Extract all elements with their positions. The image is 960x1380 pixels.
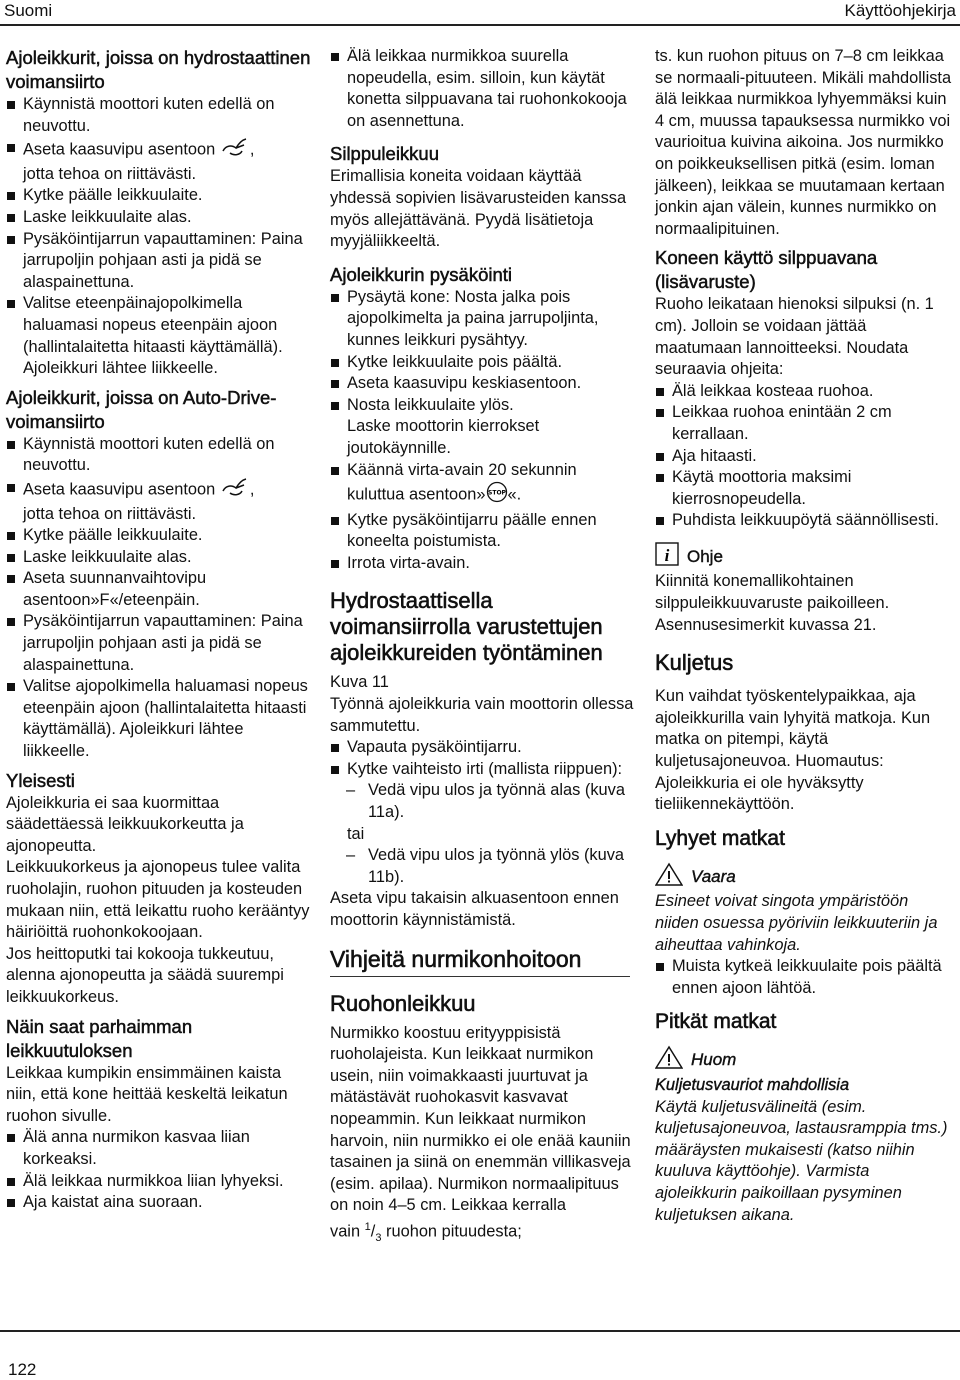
list-item: Kytke vaihteisto irti (mallista riippuen): <box>330 759 635 781</box>
column-1 <box>6 46 311 1214</box>
warning-triangle-icon <box>655 1045 683 1075</box>
list-item: Kytke pysäköintijarru päälle ennen koneelta poistumista. <box>330 510 635 553</box>
general-paragraph: Leikkuukorkeus ja ajonopeus tulee valita ruoholajin, ruohon pituuden ja kosteuden mukaan niin, että leikattu ruoho kerääntyy häiriöittä ruohonkokoojaan. <box>6 858 310 942</box>
caution-subtitle: Kuljetusvauriot mahdollisia <box>655 1075 850 1094</box>
list-item: Puhdista leikkuupöytä säännöllisesti. <box>655 510 955 532</box>
bullet-icon <box>7 683 15 691</box>
header-rule <box>0 24 960 26</box>
note-paragraph: Kiinnitä konemallikohtainen silppuleikkuuvaruste paikoilleen. Asennusesimerkit kuvassa 21. <box>655 572 890 634</box>
list-item: Käännä virta-avain 20 sekunnin kuluttua asentoon» STOP «. <box>330 460 635 510</box>
section-title-hydrostatic: Ajoleikkurit, joissa on hydrostaattinen voimansiirto <box>6 47 311 92</box>
speed-warning-list <box>330 46 635 132</box>
bullet-icon <box>7 236 15 244</box>
section-title-long-distances: Pitkät matkat <box>655 1010 777 1034</box>
mulch-use-paragraph: Ruoho leikataan hienoksi silpuksi (n. 1 cm). Jolloin se voidaan jättää maatumaan lannoitteeksi. Noudata seuraavia ohjeita: <box>655 295 934 379</box>
rabbit-fast-icon <box>220 477 250 504</box>
bullet-icon <box>7 144 15 152</box>
list-item: Aseta kaasuvipu keskiasentoon. <box>330 373 635 395</box>
bullet-icon <box>7 101 15 109</box>
stop-icon <box>486 481 508 510</box>
list-item: Käytä moottoria maksimi kierrosnopeudella. <box>655 467 955 510</box>
section-title-auto-drive: Ajoleikkurit, joissa on Auto-Drive-voimansiirto <box>6 386 277 432</box>
bullet-icon <box>7 575 15 583</box>
or-label: tai <box>347 824 365 843</box>
general-paragraph: Jos heittoputki tai kokooja tukkeutuu, alenna ajonopeutta ja säädä suurempi leikkuukorkeus. <box>6 944 284 1006</box>
section-title-mulching: Silppuleikkuu <box>330 143 440 165</box>
page-number: 122 <box>8 1360 37 1379</box>
list-item: Kytke leikkuulaite pois päältä. <box>330 352 635 374</box>
list-item: Valitse ajopolkimella haluamasi nopeus eteenpäin ajoon (hallintalaitetta hitaasti käyttämällä). Ajoleikkuri lähtee liikkeelle. <box>6 676 311 762</box>
bullet-icon <box>7 554 15 562</box>
bullet-icon <box>7 214 15 222</box>
short-distance-list <box>655 956 955 999</box>
bullet-icon <box>7 192 15 200</box>
list-item: Kytke päälle leikkuulaite. <box>6 185 311 207</box>
bullet-icon <box>331 294 339 302</box>
hydrostatic-steps <box>6 94 311 380</box>
section-title-short-distances: Lyhyet matkat <box>655 826 785 850</box>
list-item: Pysäytä kone: Nosta jalka pois ajopolkimelta ja paina jarrupoljinta, kunnes leikkuri pysähtyy. <box>330 287 635 352</box>
bullet-icon <box>331 380 339 388</box>
bullet-icon <box>331 359 339 367</box>
pushing-paragraph-2: Aseta vipu takaisin alkuasentoon ennen moottorin käynnistämistä. <box>330 889 619 929</box>
list-item: Käynnistä moottori kuten edellä on neuvottu. <box>6 94 311 137</box>
header-manual-title: Käyttöohjekirja <box>844 1 956 20</box>
bullet-icon <box>656 388 664 396</box>
bullet-icon <box>331 517 339 525</box>
list-item: Aja kaistat aina suoraan. <box>6 1192 311 1214</box>
danger-paragraph: Esineet voivat singota ympäristöön niiden osuessa pyöriviin leikkuuteriin ja aiheuttaa vahinkoja. <box>655 892 938 954</box>
bullet-icon <box>331 402 339 410</box>
dash-item: – Vedä vipu ulos ja työnnä alas (kuva 11a). <box>346 781 625 822</box>
bullet-icon <box>7 1134 15 1142</box>
list-item: Laske leikkuulaite alas. <box>6 207 311 229</box>
list-item: Irrota virta-avain. <box>330 553 635 575</box>
list-item: Valitse eteenpäinajopolkimella haluamasi nopeus eteenpäin ajoon (hallintalaitetta hitaasti käyttämällä). Ajoleikkuri lähtee liikkeelle. <box>6 293 311 379</box>
list-item: Leikkaa ruohoa enintään 2 cm kerrallaan. <box>655 402 955 445</box>
svg-text:STOP: STOP <box>487 489 506 497</box>
bullet-icon <box>656 453 664 461</box>
list-item: Aseta kaasuvipu asentoon , jotta tehoa on riittävästi. <box>6 137 311 185</box>
mulching-paragraph: Erimallisia koneita voidaan käyttää yhdessä sopivien lisävarusteiden kanssa myös allejättävänä. Pyydä lisätietoja myyjäliikkeeltä. <box>330 167 627 251</box>
auto-drive-steps <box>6 434 311 763</box>
list-item: Älä leikkaa nurmikkoa suurella nopeudella, esim. silloin, kun käytät konetta silppuavana tai ruohonkokooja on asennettuna. <box>330 46 635 132</box>
bullet-icon <box>656 963 664 971</box>
list-item: Nosta leikkuulaite ylös. <box>330 395 635 417</box>
bullet-icon <box>331 560 339 568</box>
mowing-paragraph-continued: ts. kun ruohon pituus on 7–8 cm leikkaa se normaali-pituuteen. Mikäli mahdollista älä leikkaa nurmikkoa lyhyemmäksi kuin 4 cm, muussa tapauksessa nurmikko voi vaurioitua kuivina aikoina. Jos nurmikko on poikkeuksellisen pitkä (esim. loman jälkeen), leikkaa se muutamaan kertaan jonkin ajan välein, kunnes nurmikko on normaalipituinen. <box>655 47 952 238</box>
mulch-use-list <box>655 381 955 532</box>
bullet-icon <box>331 766 339 774</box>
list-item: Älä anna nurmikon kasvaa liian korkeaksi. <box>6 1127 311 1170</box>
danger-header: Vaara <box>655 862 955 892</box>
bullet-icon <box>7 532 15 540</box>
column-3 <box>655 46 955 1226</box>
list-item: Aseta kaasuvipu asentoon , jotta tehoa on riittävästi. <box>6 477 311 525</box>
bullet-icon <box>7 1178 15 1186</box>
figure-reference: Kuva 11 <box>330 673 389 692</box>
bullet-icon <box>7 441 15 449</box>
list-item: Pysäköintijarrun vapauttaminen: Paina jarrupoljin pohjaan asti ja pidä se alaspainettuna. <box>6 229 311 294</box>
page-header <box>0 0 960 24</box>
transport-paragraph: Kun vaihdat työskentelypaikkaa, aja ajoleikkurilla vain lyhyitä matkoja. Kun matka on pitempi, käytä kuljetusajoneuvoa. Huomautus: Ajoleikkuria ei ole hyväksytty tieliikennekäyttöön. <box>655 687 931 814</box>
bullet-icon <box>7 300 15 308</box>
column-2 <box>330 46 635 1249</box>
dash-item: – Vedä vipu ulos ja työnnä ylös (kuva 11b). <box>346 846 625 886</box>
info-icon <box>655 542 679 572</box>
pushing-paragraph: Työnnä ajoleikkuria vain moottorin ollessa sammutettu. <box>330 695 634 735</box>
caution-paragraph: Käytä kuljetusvälineitä (esim. kuljetusajoneuvoa, lastausramppia tms.) määräysten mukaisesti (katso niihin kuuluva käyttöohje). Varmista ajoleikkurin paikoillaan pysyminen kuljetuksen aikana. <box>655 1097 948 1224</box>
list-item: Aja hitaasti. <box>655 446 955 468</box>
note-header: i Ohje <box>655 542 955 572</box>
list-item: Pysäköintijarrun vapauttaminen: Paina jarrupoljin pohjaan asti ja pidä se alaspainettuna. <box>6 611 311 676</box>
section-title-mulch-use: Koneen käyttö silppuavana (lisävaruste) <box>655 247 878 293</box>
pushing-steps <box>330 737 635 780</box>
list-item: Muista kytkeä leikkuulaite pois päältä ennen ajoon lähtöä. <box>655 956 955 999</box>
bullet-icon <box>656 474 664 482</box>
section-title-general: Yleisesti <box>6 769 75 791</box>
bullet-icon <box>7 1199 15 1207</box>
mowing-paragraph: Nurmikko koostuu erityyppisistä ruoholajeista. Kun leikkaat nurmikon usein, niin voimakkaasti juurtuvat ja mätästävät ruohokasvit kasvavat nopeammin. Kun leikkaat nurmikon harvoin, niin nurmikko ei ole enää kauniin tasainen ja siinä on enemmän villikasveja (esim. apilaa). Nurmikon normaalipituus on noin 4–5 cm. Leikkaa kerralla vain $^1/_3$ ruohon pituudesta; <box>330 1023 631 1244</box>
bullet-icon <box>331 53 339 61</box>
list-item: Käynnistä moottori kuten edellä on neuvottu. <box>6 434 311 477</box>
idle-note: Laske moottorin kierrokset joutokäynnille. <box>347 417 540 457</box>
rabbit-fast-icon <box>220 137 250 164</box>
bullet-icon <box>7 618 15 626</box>
warning-triangle-icon <box>655 862 683 892</box>
parking-steps-continued <box>330 460 635 575</box>
bullet-icon <box>7 484 15 492</box>
section-rule <box>330 976 630 977</box>
bullet-icon <box>656 409 664 417</box>
general-paragraph: Ajoleikkuria ei saa kuormittaa säädettäessä leikkuukorkeutta ja ajonopeutta. <box>6 793 244 855</box>
list-item: Kytke päälle leikkuulaite. <box>6 525 311 547</box>
section-title-transport: Kuljetus <box>655 650 734 676</box>
header-language: Suomi <box>4 1 53 20</box>
list-item: Älä leikkaa nurmikkoa liian lyhyeksi. <box>6 1171 311 1193</box>
list-item: Älä leikkaa kosteaa ruohoa. <box>655 381 955 403</box>
section-title-parking: Ajoleikkurin pysäköinti <box>330 263 513 285</box>
section-title-best-result: Näin saat parhaimman leikkuutuloksen <box>6 1015 193 1061</box>
parking-steps <box>330 287 635 417</box>
caution-header: Huom <box>655 1045 955 1075</box>
bullet-icon <box>331 744 339 752</box>
svg-text:i: i <box>664 545 670 565</box>
best-result-list <box>6 1127 311 1213</box>
footer-rule <box>0 1330 960 1332</box>
section-title-mowing: Ruohonleikkuu <box>330 990 476 1016</box>
list-item: Laske leikkuulaite alas. <box>6 547 311 569</box>
bullet-icon <box>656 517 664 525</box>
list-item: Vapauta pysäköintijarru. <box>330 737 635 759</box>
section-title-pushing: Hydrostaattisella voimansiirrolla varustettujen ajoleikkureiden työntäminen <box>330 588 603 666</box>
bullet-icon <box>331 467 339 475</box>
list-item: Aseta suunnanvaihtovipu asentoon»F«/eteenpäin. <box>6 568 311 611</box>
best-result-paragraph: Leikkaa kumpikin ensimmäinen kaista niin, että kone heittää keskeltä leikatun ruohon sivulle. <box>6 1063 288 1125</box>
section-title-lawn-tips: Vihjeitä nurmikonhoitoon <box>330 945 582 972</box>
